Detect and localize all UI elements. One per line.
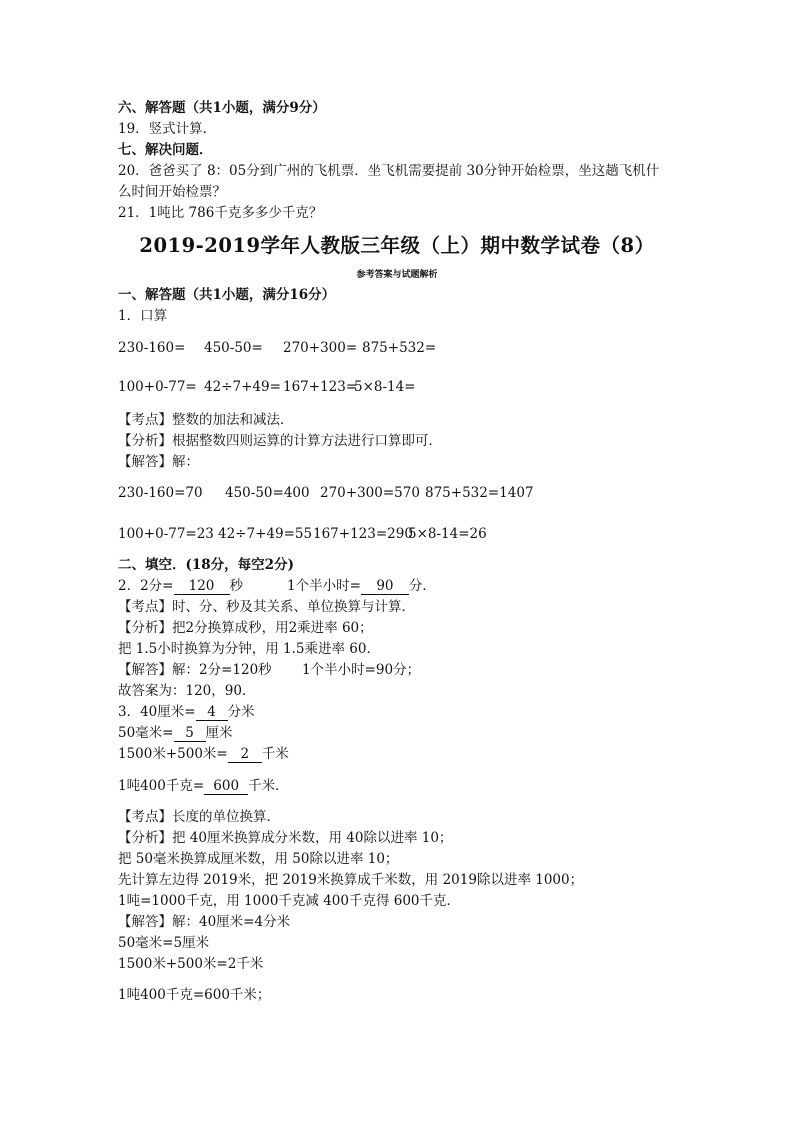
q3-blank-2: 5 bbox=[174, 725, 206, 742]
kaodian-tag: 【考点】 bbox=[118, 809, 172, 825]
part2-heading: 二、填空．(18分，每空2分) bbox=[118, 557, 294, 573]
answer-item: 100+0-77=23 bbox=[118, 526, 214, 542]
fenxi-tag: 【分析】 bbox=[118, 433, 172, 449]
question-21: 21．1吨比 786千克多多少千克？ bbox=[118, 205, 323, 221]
calc-item: 167+123= bbox=[283, 379, 358, 395]
fenxi-3-line3: 先计算左边得 2019米，把 2019米换算成千米数，用 2019除以进率 1000； bbox=[118, 872, 584, 888]
question-3-line3 bbox=[118, 745, 289, 763]
answer-summary-2: 故答案为：120，90． bbox=[118, 683, 256, 699]
jieda-tag: 【解答】 bbox=[118, 454, 172, 470]
answer-item: 42÷7+49=55 bbox=[218, 526, 313, 542]
question-3-line2 bbox=[118, 724, 233, 742]
q3-text: 1吨400千克= bbox=[118, 778, 205, 794]
q2-text-d: 1个半小时= bbox=[287, 578, 361, 594]
q3-unit: 千米． bbox=[248, 778, 289, 794]
fenxi-text: 把 40厘米换算成分米数，用 40除以进率 10； bbox=[172, 830, 453, 846]
kaodian-3 bbox=[118, 808, 280, 826]
oral-calc-row-2 bbox=[118, 378, 416, 396]
oral-calc-row-1 bbox=[118, 339, 436, 357]
fenxi-text: 根据整数四则运算的计算方法进行口算即可． bbox=[172, 433, 442, 449]
jieda-3-line4: 1吨400千克=600千米； bbox=[118, 987, 271, 1003]
jieda-text: 解： bbox=[172, 454, 199, 470]
jieda-text-b: 1个半小时=90分； bbox=[302, 662, 421, 678]
fenxi-text: 把2分换算成秒，用2乘进率 60； bbox=[172, 620, 373, 636]
kaodian-tag: 【考点】 bbox=[118, 599, 172, 615]
calc-item: 450-50= bbox=[204, 340, 263, 356]
calc-item: 270+300= bbox=[283, 340, 358, 356]
jieda-text: 解：40厘米=4分米 bbox=[172, 914, 291, 930]
section-7-heading: 七、解决问题． bbox=[118, 142, 213, 158]
answer-item: 5×8-14=26 bbox=[408, 526, 487, 542]
answer-item: 167+123=290 bbox=[313, 526, 413, 542]
q3-unit: 分米 bbox=[227, 704, 255, 720]
jieda-3-line2: 50毫米=5厘米 bbox=[118, 935, 210, 951]
calc-item: 42÷7+49= bbox=[204, 379, 281, 395]
q3-unit: 厘米 bbox=[205, 725, 233, 741]
calc-item: 5×8-14= bbox=[354, 379, 416, 395]
q2-blank-1: 120 bbox=[174, 578, 230, 595]
fenxi-3 bbox=[118, 829, 452, 847]
jieda-1 bbox=[118, 453, 199, 471]
part1-heading: 一、解答题（共1小题，满分16分） bbox=[118, 287, 336, 303]
q3-text: 50毫米= bbox=[118, 725, 174, 741]
page-title: 2019-2019学年人教版三年级（上）期中数学试卷（8） bbox=[139, 234, 655, 257]
jieda-text-a: 解：2分=120秒 bbox=[172, 662, 272, 678]
question-2 bbox=[118, 577, 436, 595]
answer-item: 875+532=1407 bbox=[425, 485, 534, 501]
answer-row-1 bbox=[118, 484, 534, 502]
jieda-3 bbox=[118, 913, 290, 931]
calc-item: 100+0-77= bbox=[118, 379, 197, 395]
q3-unit: 千米 bbox=[261, 746, 289, 762]
kaodian-1 bbox=[118, 411, 294, 429]
jieda-3-line3: 1500米+500米=2千米 bbox=[118, 956, 264, 972]
calc-item: 230-160= bbox=[118, 340, 186, 356]
q3-blank-3: 2 bbox=[228, 746, 262, 763]
q2-text-e: 分． bbox=[408, 578, 436, 594]
fenxi-2 bbox=[118, 619, 373, 637]
q3-blank-1: 4 bbox=[196, 704, 228, 721]
question-19: 19．竖式计算． bbox=[118, 121, 217, 137]
section-6-heading: 六、解答题（共1小题，满分9分） bbox=[118, 100, 326, 116]
fenxi-3-line2: 把 50毫米换算成厘米数，用 50除以进率 10； bbox=[118, 851, 399, 867]
q2-text-a: 2．2分= bbox=[118, 578, 174, 594]
fenxi-tag: 【分析】 bbox=[118, 620, 172, 636]
jieda-tag: 【解答】 bbox=[118, 914, 172, 930]
fenxi-tag: 【分析】 bbox=[118, 830, 172, 846]
jieda-tag: 【解答】 bbox=[118, 662, 172, 678]
q3-blank-4: 600 bbox=[204, 778, 248, 795]
answer-item: 270+300=570 bbox=[320, 485, 420, 501]
fenxi-3-line4: 1吨=1000千克，用 1000千克减 400千克得 600千克． bbox=[118, 893, 461, 909]
answer-row-2 bbox=[118, 525, 487, 543]
fenxi-2-line2: 把 1.5小时换算为分钟，用 1.5乘进率 60． bbox=[118, 641, 380, 657]
jieda-2 bbox=[118, 661, 420, 679]
question-3-line1 bbox=[118, 703, 255, 721]
kaodian-text: 时、分、秒及其关系、单位换算与计算． bbox=[172, 599, 415, 615]
q2-text-c: 秒 bbox=[229, 578, 243, 594]
q3-text: 3．40厘米= bbox=[118, 704, 196, 720]
question-20-line1: 20．爸爸买了 8：05分到广州的飞机票．坐飞机需要提前 30分钟开始检票，坐这趟飞机什 bbox=[118, 163, 660, 179]
question-3-line4 bbox=[118, 777, 289, 795]
kaodian-text: 整数的加法和减法． bbox=[172, 412, 294, 428]
calc-item: 875+532= bbox=[362, 340, 437, 356]
question-1: 1．口算 bbox=[118, 308, 168, 324]
q2-blank-2: 90 bbox=[361, 578, 409, 595]
question-20-line2: 么时间开始检票？ bbox=[118, 184, 226, 200]
kaodian-text: 长度的单位换算． bbox=[172, 809, 280, 825]
answer-item: 450-50=400 bbox=[225, 485, 310, 501]
q3-text: 1500米+500米= bbox=[118, 746, 228, 762]
fenxi-1 bbox=[118, 432, 442, 450]
kaodian-tag: 【考点】 bbox=[118, 412, 172, 428]
kaodian-2 bbox=[118, 598, 415, 616]
answer-item: 230-160=70 bbox=[118, 485, 203, 501]
page-subtitle: 参考答案与试题解析 bbox=[356, 270, 438, 280]
